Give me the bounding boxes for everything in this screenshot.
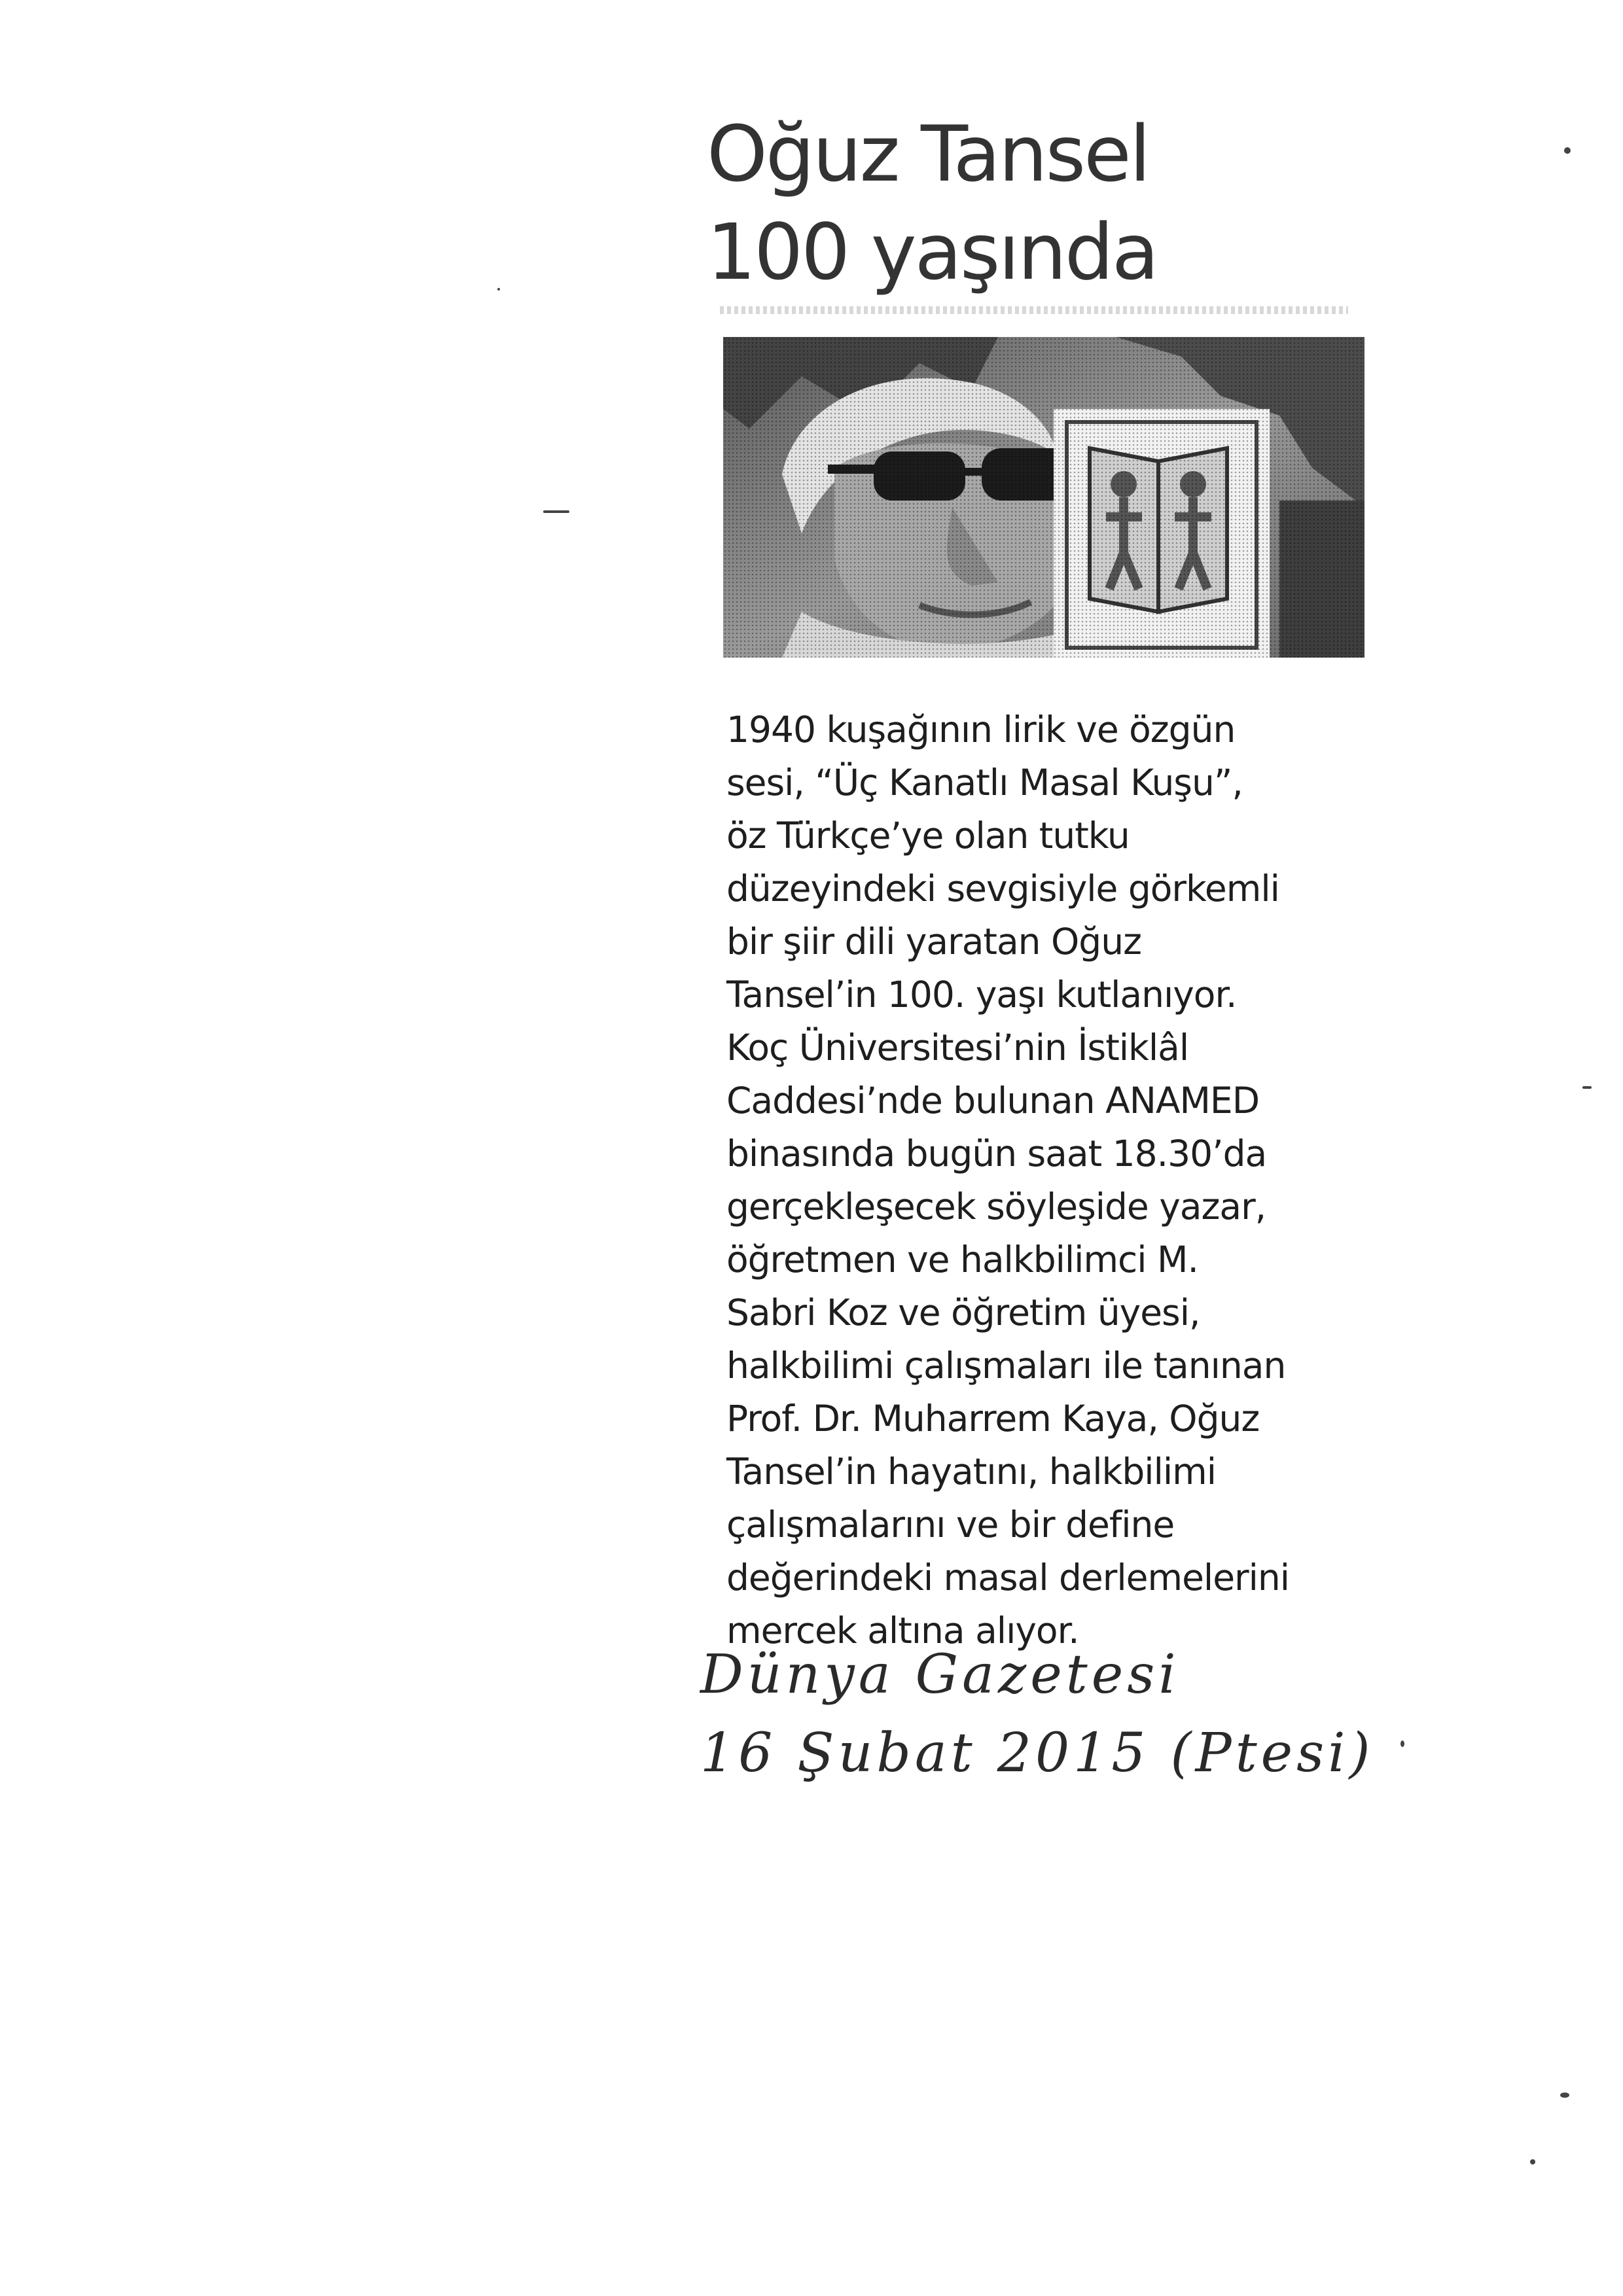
newspaper-clipping — [681, 98, 1400, 1784]
headline — [707, 105, 1387, 301]
portrait-photo — [723, 337, 1364, 658]
cut-off-kicker-strip — [720, 306, 1348, 314]
scan-speck — [1582, 1086, 1592, 1089]
scan-speck — [1400, 1740, 1404, 1747]
scan-speck — [1530, 2159, 1535, 2164]
headline-line-2: 100 yaşında — [707, 207, 1158, 297]
headline-line-1: Oğuz Tansel — [707, 109, 1149, 199]
scan-speck — [497, 288, 500, 291]
handwritten-source-note — [700, 1636, 1420, 1793]
handwritten-source-line: Dünya Gazetesi — [700, 1644, 1180, 1706]
scan-speck — [1560, 2093, 1569, 2098]
scan-speck — [543, 510, 569, 513]
scan-speck — [1564, 147, 1571, 154]
handwritten-date-line: 16 Şubat 2015 (Ptesi) — [700, 1722, 1374, 1784]
article-body: 1940 kuşağının lirik ve özgün sesi, “Üç Kanatlı Masal Kuşu”, öz Türkçe’ye olan tutku düzeyindeki sevgisiyle görkemli bir şiir dili yaratan Oğuz Tansel’in 100. yaşı kutlanıyor. Koç Üniversitesi’nin İstiklâl Caddesi’nde bulunan ANAMED binasında bugün saat 18.30’da gerçekleşecek söyleşide yazar, öğretmen ve halkbilimci M. Sabri Koz ve öğretim üyesi, halkbilimi çalışmaları ile tanınan Prof. Dr. Muharrem Kaya, Oğuz Tansel’in hayatını, halkbilimi çalışmalarını ve bir define değerindeki masal derlemelerini mercek altına alıyor. — [726, 709, 1290, 1651]
